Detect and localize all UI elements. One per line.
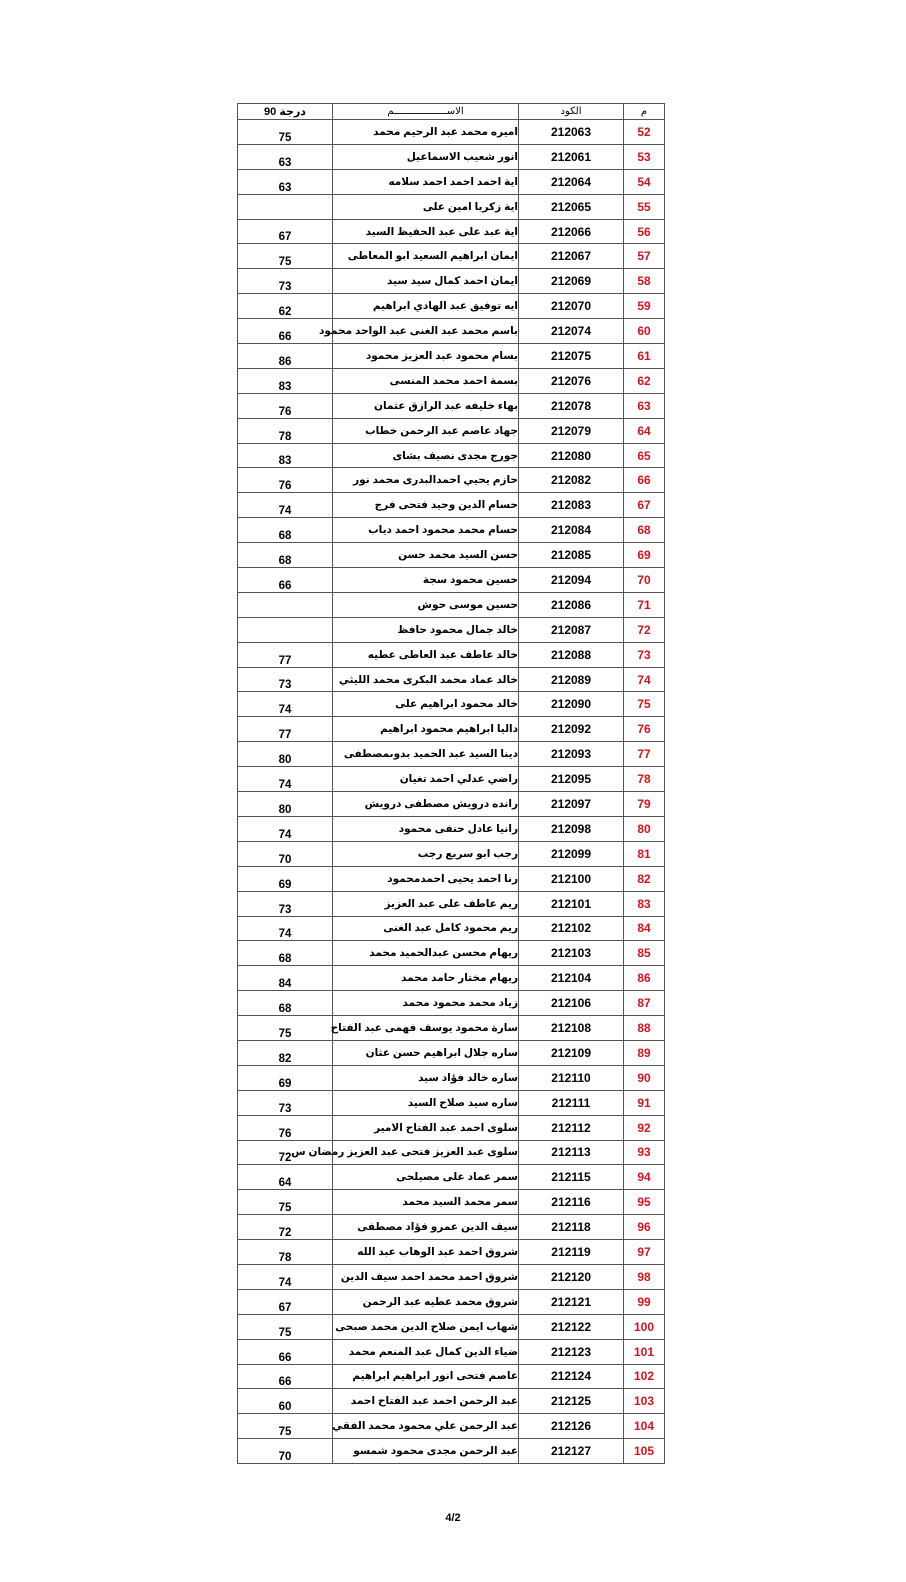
grade-cell [238,592,333,617]
code-cell: 212065 [519,194,624,219]
row-number-cell: 96 [624,1215,665,1240]
name-cell: ريم محمود كامل عبد الغنى [333,916,519,941]
row-number-cell: 64 [624,418,665,443]
grade-cell: 74 [238,692,333,717]
table-row [238,1339,665,1364]
row-number-cell: 58 [624,269,665,294]
table-body [238,120,665,1464]
code-cell: 212116 [519,1190,624,1215]
code-cell: 212075 [519,344,624,369]
grade-cell: 82 [238,1040,333,1065]
code-cell: 212064 [519,169,624,194]
grade-cell: 68 [238,991,333,1016]
row-number-cell: 90 [624,1065,665,1090]
grade-cell: 74 [238,816,333,841]
grade-cell: 73 [238,667,333,692]
table-row [238,692,665,717]
table-row [238,568,665,593]
table-row [238,518,665,543]
grade-cell: 74 [238,493,333,518]
name-cell: شروق احمد محمد احمد سيف الدين [333,1264,519,1289]
grade-cell: 77 [238,642,333,667]
page-number: 4/2 [445,1512,461,1524]
name-cell: حسام الدين وحيد فتحى فرج [333,493,519,518]
grade-cell: 63 [238,144,333,169]
code-cell: 212070 [519,294,624,319]
name-cell: شروق احمد عبد الوهاب عبد الله [333,1240,519,1265]
row-number-cell: 57 [624,244,665,269]
grade-cell: 73 [238,269,333,294]
table-row [238,667,665,692]
name-cell: دينا السيد عبد الحميد بدوىمصطفى [333,742,519,767]
table-row [238,1165,665,1190]
table-row [238,543,665,568]
name-cell: زياد محمد محمود محمد [333,991,519,1016]
row-number-cell: 93 [624,1140,665,1165]
name-cell: عبد الرحمن علي محمود محمد الفقي [333,1414,519,1439]
name-cell: ايمان احمد كمال سيد سيد [333,269,519,294]
code-cell: 212095 [519,767,624,792]
grade-cell: 72 [238,1215,333,1240]
row-number-cell: 70 [624,568,665,593]
code-cell: 212120 [519,1264,624,1289]
code-cell: 212090 [519,692,624,717]
row-number-cell: 98 [624,1264,665,1289]
row-number-cell: 95 [624,1190,665,1215]
code-cell: 212124 [519,1364,624,1389]
name-cell: سمر عماد على مصيلحى [333,1165,519,1190]
code-cell: 212118 [519,1215,624,1240]
code-cell: 212111 [519,1090,624,1115]
table-row [238,1140,665,1165]
grade-cell: 76 [238,468,333,493]
grade-cell: 76 [238,393,333,418]
code-cell: 212063 [519,120,624,145]
grade-cell: 63 [238,169,333,194]
name-cell: حسن السيد محمد حسن [333,543,519,568]
name-cell: ايمان ابراهيم السعيد ابو المعاطى [333,244,519,269]
grade-cell: 66 [238,1339,333,1364]
row-number-cell: 55 [624,194,665,219]
row-number-cell: 83 [624,891,665,916]
row-number-cell: 92 [624,1115,665,1140]
row-number-cell: 61 [624,344,665,369]
table-row [238,1364,665,1389]
grade-cell: 66 [238,568,333,593]
name-cell: حسين محمود سجة [333,568,519,593]
row-number-cell: 71 [624,592,665,617]
grade-cell: 78 [238,418,333,443]
row-number-cell: 91 [624,1090,665,1115]
table-row [238,1439,665,1464]
grade-cell: 64 [238,1165,333,1190]
row-number-cell: 80 [624,816,665,841]
grade-cell: 67 [238,1289,333,1314]
grade-cell: 80 [238,792,333,817]
table-row [238,418,665,443]
table-row [238,1389,665,1414]
name-cell: شهاب ايمن صلاح الدين محمد صبحى [333,1314,519,1339]
row-number-cell: 69 [624,543,665,568]
table-row [238,244,665,269]
name-cell: اميره محمد عبد الرحيم محمد [333,120,519,145]
table-row [238,1115,665,1140]
code-cell: 212123 [519,1339,624,1364]
name-cell: سمر محمد السيد محمد [333,1190,519,1215]
table-row [238,891,665,916]
table-row [238,1240,665,1265]
table-row [238,1065,665,1090]
code-cell: 212079 [519,418,624,443]
table-row [238,767,665,792]
table-row [238,966,665,991]
row-number-cell: 89 [624,1040,665,1065]
table-row [238,617,665,642]
table-row [238,717,665,742]
table-row [238,1215,665,1240]
grade-cell: 74 [238,767,333,792]
header-name: الاســــــــــــــــــم [333,104,519,120]
row-number-cell: 100 [624,1314,665,1339]
name-cell: سلوى احمد عبد الفتاح الامير [333,1115,519,1140]
table-row [238,269,665,294]
name-cell: عاصم فتحى انور ابراهيم ابراهيم [333,1364,519,1389]
table-row [238,1414,665,1439]
grade-cell: 80 [238,742,333,767]
name-cell: اية عبد على عبد الحفيظ السيد [333,219,519,244]
row-number-cell: 63 [624,393,665,418]
name-cell: شروق محمد عطيه عبد الرحمن [333,1289,519,1314]
grade-cell: 75 [238,1314,333,1339]
row-number-cell: 81 [624,841,665,866]
code-cell: 212112 [519,1115,624,1140]
name-cell: اية احمد احمد احمد سلامه [333,169,519,194]
code-cell: 212080 [519,443,624,468]
code-cell: 212126 [519,1414,624,1439]
grade-cell: 60 [238,1389,333,1414]
grade-cell: 66 [238,1364,333,1389]
name-cell: سيف الدين عمرو فؤاد مصطفى [333,1215,519,1240]
table-row [238,1264,665,1289]
row-number-cell: 88 [624,1016,665,1041]
grade-cell: 68 [238,518,333,543]
code-cell: 212069 [519,269,624,294]
table-row [238,344,665,369]
header-code: الكود [519,104,624,120]
table-row [238,1190,665,1215]
row-number-cell: 54 [624,169,665,194]
name-cell: باسم محمد عبد الغنى عبد الواحد محمود [333,319,519,344]
table-header [238,104,665,120]
code-cell: 212100 [519,866,624,891]
name-cell: خالد جمال محمود حافظ [333,617,519,642]
name-cell: عبد الرحمن احمد عبد الفتاح احمد [333,1389,519,1414]
row-number-cell: 59 [624,294,665,319]
code-cell: 212094 [519,568,624,593]
table-row [238,1040,665,1065]
code-cell: 212102 [519,916,624,941]
name-cell: رانيا عادل حنفى محمود [333,816,519,841]
table-row [238,991,665,1016]
name-cell: خالد عماد محمد البكرى محمد الليثي [333,667,519,692]
code-cell: 212127 [519,1439,624,1464]
table-row [238,144,665,169]
code-cell: 212115 [519,1165,624,1190]
code-cell: 212108 [519,1016,624,1041]
row-number-cell: 85 [624,941,665,966]
grade-cell: 76 [238,1115,333,1140]
name-cell: حسام محمد محمود احمد دياب [333,518,519,543]
name-cell: راضي عدلي احمد تغيان [333,767,519,792]
grade-cell: 74 [238,916,333,941]
code-cell: 212092 [519,717,624,742]
code-cell: 212087 [519,617,624,642]
grade-cell: 75 [238,1190,333,1215]
table-row [238,493,665,518]
table-row [238,742,665,767]
header-number: م [624,104,665,120]
code-cell: 212110 [519,1065,624,1090]
table-row [238,1314,665,1339]
grade-cell: 70 [238,841,333,866]
row-number-cell: 73 [624,642,665,667]
row-number-cell: 74 [624,667,665,692]
row-number-cell: 72 [624,617,665,642]
table-row [238,816,665,841]
table-row [238,592,665,617]
code-cell: 212104 [519,966,624,991]
grade-cell: 74 [238,1264,333,1289]
grade-cell: 75 [238,120,333,145]
code-cell: 212088 [519,642,624,667]
name-cell: بسام محمود عبد العزيز محمود [333,344,519,369]
grade-cell: 78 [238,1240,333,1265]
code-cell: 212125 [519,1389,624,1414]
table-row [238,393,665,418]
code-cell: 212113 [519,1140,624,1165]
table-row [238,1090,665,1115]
name-cell: ايه توفيق عبد الهادي ابراهيم [333,294,519,319]
row-number-cell: 78 [624,767,665,792]
row-number-cell: 79 [624,792,665,817]
row-number-cell: 102 [624,1364,665,1389]
row-number-cell: 94 [624,1165,665,1190]
code-cell: 212078 [519,393,624,418]
code-cell: 212066 [519,219,624,244]
header-row [238,104,665,120]
name-cell: سارة محمود يوسف فهمى عبد الفتاح [333,1016,519,1041]
table-row [238,841,665,866]
code-cell: 212082 [519,468,624,493]
header-grade: درجة 90 [238,104,333,120]
grade-cell: 69 [238,866,333,891]
name-cell: انور شعيب الاسماعيل [333,144,519,169]
table-row [238,941,665,966]
code-cell: 212076 [519,368,624,393]
grade-cell: 62 [238,294,333,319]
row-number-cell: 75 [624,692,665,717]
table-row [238,120,665,145]
code-cell: 212122 [519,1314,624,1339]
grade-cell: 75 [238,244,333,269]
row-number-cell: 65 [624,443,665,468]
table-row [238,866,665,891]
row-number-cell: 67 [624,493,665,518]
table-row [238,468,665,493]
grade-cell: 83 [238,368,333,393]
grade-cell: 84 [238,966,333,991]
grade-cell: 86 [238,344,333,369]
row-number-cell: 103 [624,1389,665,1414]
code-cell: 212097 [519,792,624,817]
code-cell: 212103 [519,941,624,966]
table-row [238,916,665,941]
code-cell: 212109 [519,1040,624,1065]
row-number-cell: 105 [624,1439,665,1464]
row-number-cell: 56 [624,219,665,244]
code-cell: 212106 [519,991,624,1016]
grade-cell: 72 [238,1140,333,1165]
name-cell: ساره سيد صلاح السيد [333,1090,519,1115]
grade-cell: 73 [238,891,333,916]
code-cell: 212061 [519,144,624,169]
name-cell: ريم عاطف على عبد العزيز [333,891,519,916]
table-row [238,1289,665,1314]
row-number-cell: 104 [624,1414,665,1439]
name-cell: داليا ابراهيم محمود ابراهيم [333,717,519,742]
name-cell: ساره جلال ابراهيم حسن عثان [333,1040,519,1065]
row-number-cell: 53 [624,144,665,169]
row-number-cell: 68 [624,518,665,543]
grade-cell: 68 [238,543,333,568]
grade-cell [238,617,333,642]
name-cell: بهاء خليفه عبد الرازق عثمان [333,393,519,418]
table-row [238,642,665,667]
name-cell: ريهام محسن عبدالحميد محمد [333,941,519,966]
grade-cell: 73 [238,1090,333,1115]
code-cell: 212098 [519,816,624,841]
code-cell: 212089 [519,667,624,692]
grades-table [237,103,665,1464]
grade-cell: 77 [238,717,333,742]
name-cell: رانده درويش مصطفى درويش [333,792,519,817]
row-number-cell: 97 [624,1240,665,1265]
row-number-cell: 60 [624,319,665,344]
row-number-cell: 66 [624,468,665,493]
table-row [238,169,665,194]
row-number-cell: 52 [624,120,665,145]
name-cell: اية زكريا امين على [333,194,519,219]
grade-cell: 75 [238,1016,333,1041]
row-number-cell: 82 [624,866,665,891]
code-cell: 212121 [519,1289,624,1314]
grade-cell: 69 [238,1065,333,1090]
name-cell: ضياء الدين كمال عبد المنعم محمد [333,1339,519,1364]
name-cell: جورج مجدى نصيف بشاى [333,443,519,468]
grade-cell: 66 [238,319,333,344]
name-cell: رجب ابو سريع رجب [333,841,519,866]
row-number-cell: 99 [624,1289,665,1314]
code-cell: 212067 [519,244,624,269]
name-cell: ريهام مختار حامد محمد [333,966,519,991]
row-number-cell: 86 [624,966,665,991]
name-cell: بسمة احمد محمد المنسى [333,368,519,393]
row-number-cell: 84 [624,916,665,941]
row-number-cell: 87 [624,991,665,1016]
name-cell: رنا احمد يحيى احمدمحمود [333,866,519,891]
name-cell: خالد عاطف عبد العاطى عطيه [333,642,519,667]
code-cell: 212084 [519,518,624,543]
name-cell: ساره خالد فؤاد سيد [333,1065,519,1090]
table-row [238,194,665,219]
row-number-cell: 62 [624,368,665,393]
table-row [238,219,665,244]
grade-cell: 70 [238,1439,333,1464]
name-cell: حازم يحيي احمدالبدرى محمد نور [333,468,519,493]
table-row [238,319,665,344]
code-cell: 212083 [519,493,624,518]
row-number-cell: 101 [624,1339,665,1364]
table-row [238,1016,665,1041]
grade-cell: 83 [238,443,333,468]
grade-cell: 75 [238,1414,333,1439]
grade-cell [238,194,333,219]
row-number-cell: 77 [624,742,665,767]
table-row [238,443,665,468]
code-cell: 212086 [519,592,624,617]
grade-cell: 68 [238,941,333,966]
name-cell: حسين موسى حوش [333,592,519,617]
row-number-cell: 76 [624,717,665,742]
code-cell: 212093 [519,742,624,767]
code-cell: 212119 [519,1240,624,1265]
name-cell: جهاد عاصم عبد الرحمن خطاب [333,418,519,443]
code-cell: 212101 [519,891,624,916]
table-row [238,294,665,319]
grade-cell: 67 [238,219,333,244]
table-row [238,368,665,393]
name-cell: سلوى عبد العزيز فتحى عبد العزيز رمضان س [333,1140,519,1165]
code-cell: 212099 [519,841,624,866]
code-cell: 212074 [519,319,624,344]
name-cell: خالد محمود ابراهيم على [333,692,519,717]
code-cell: 212085 [519,543,624,568]
name-cell: عبد الرحمن مجدى محمود شمسو [333,1439,519,1464]
table-row [238,792,665,817]
